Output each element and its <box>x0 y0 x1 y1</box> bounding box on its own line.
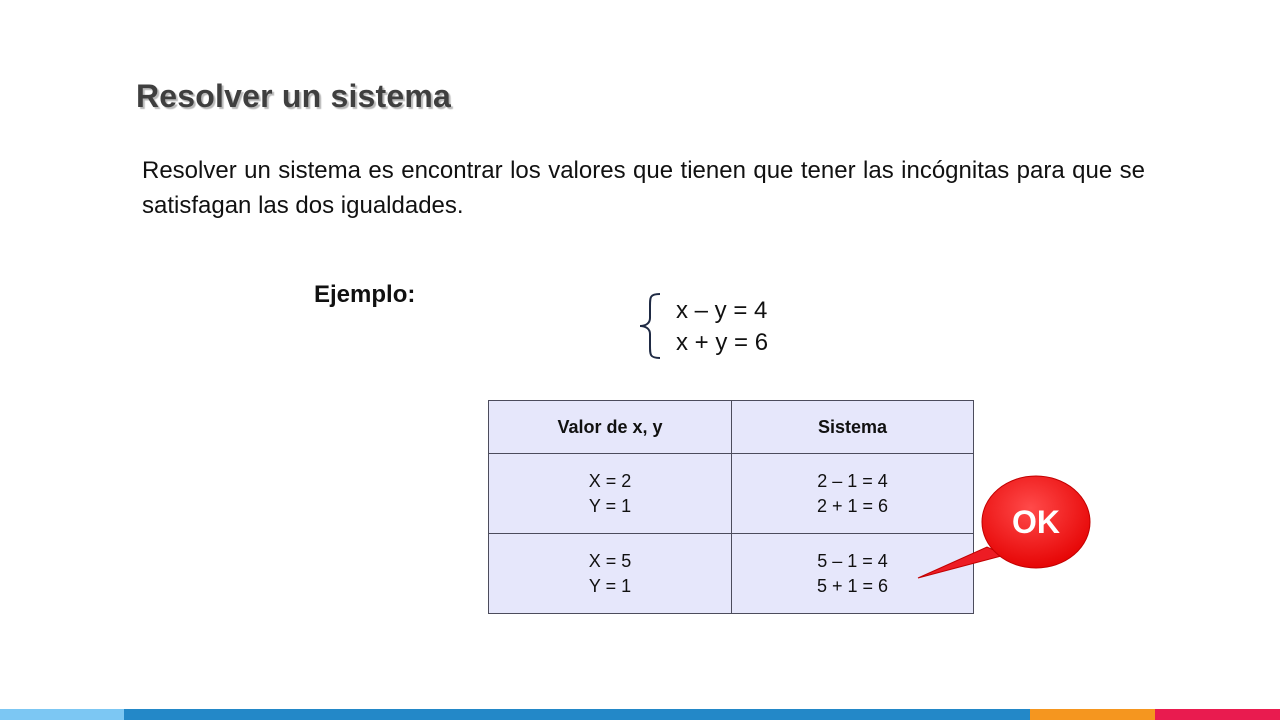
values-column-header: Valor de x, y <box>489 401 732 454</box>
system-check-line: 5 – 1 = 4 <box>817 550 888 571</box>
x-value: X = 2 <box>588 470 632 491</box>
footer-segment-red <box>1155 709 1280 720</box>
system-check-line: 2 – 1 = 4 <box>817 470 888 491</box>
y-value: Y = 1 <box>588 495 632 516</box>
x-value: X = 5 <box>588 550 632 571</box>
system-brace <box>638 292 662 360</box>
system-column-header: Sistema <box>732 401 974 454</box>
footer-color-bar <box>0 709 1280 720</box>
example-label: Ejemplo: <box>314 281 416 308</box>
system-check-line: 2 + 1 = 6 <box>816 495 889 516</box>
definition-paragraph: Resolver un sistema es encontrar los valores que tienen que tener las incógnitas para que se satisfagan las dos igualdades. <box>142 157 1145 219</box>
system-equation-2: x + y = 6 <box>676 329 769 356</box>
ok-label: OK <box>1012 504 1060 540</box>
callout-pointer <box>918 547 1005 578</box>
footer-segment-light-blue <box>0 709 124 720</box>
table-cell-values <box>489 534 732 614</box>
y-value: Y = 1 <box>588 575 632 596</box>
slide-title: Resolver un sistema <box>136 78 452 114</box>
system-check-line: 5 + 1 = 6 <box>816 575 889 596</box>
footer-segment-orange <box>1030 709 1155 720</box>
footer-segment-blue <box>124 709 1030 720</box>
table-cell-values <box>489 454 732 534</box>
table-header-row <box>489 401 974 454</box>
system-equation-1: x – y = 4 <box>676 297 768 324</box>
